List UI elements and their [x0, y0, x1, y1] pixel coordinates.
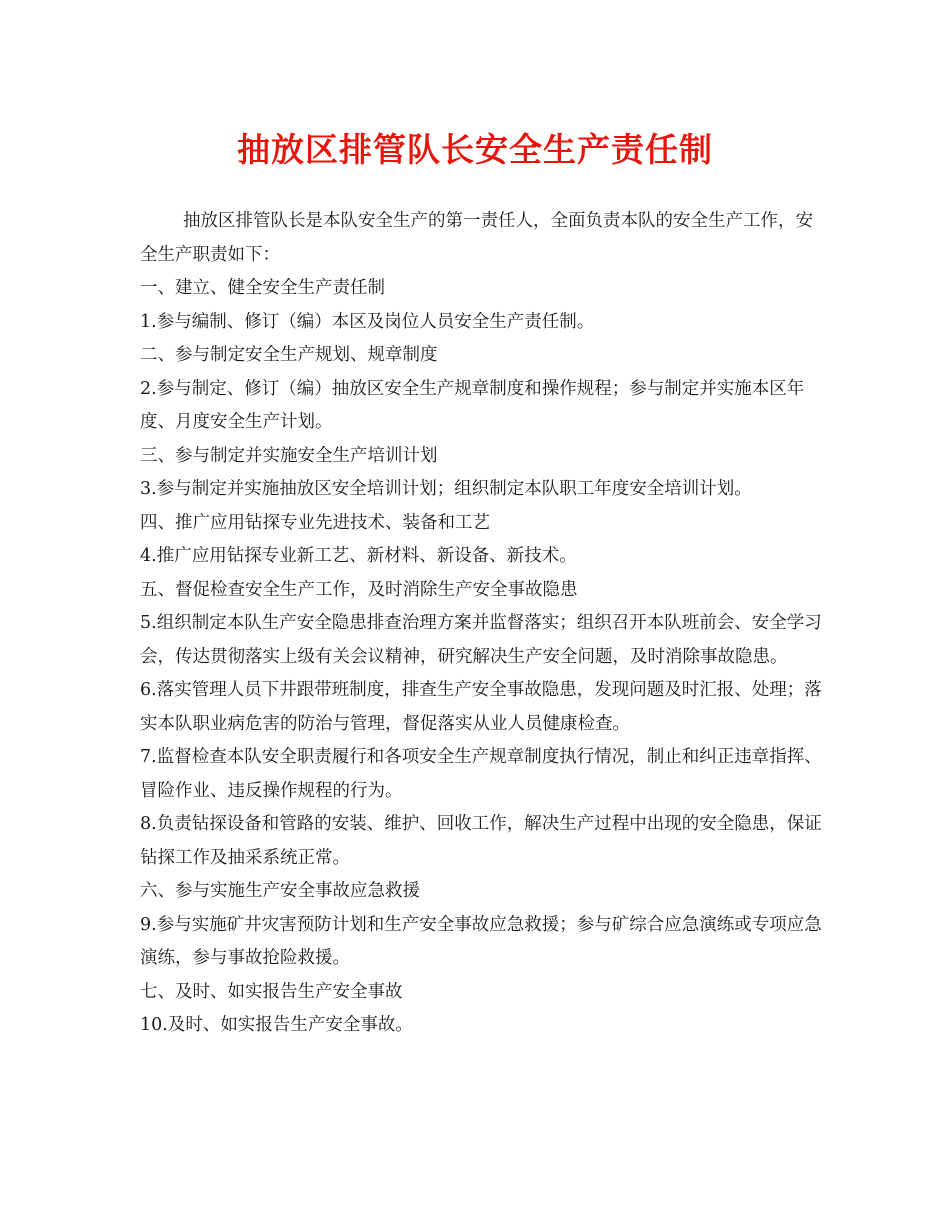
clause-8: 8.负责钻探设备和管路的安装、维护、回收工作，解决生产过程中出现的安全隐患，保证钻探工作及抽采系统正常。 — [140, 814, 822, 868]
section-heading-6: 六、参与实施生产安全事故应急救援 — [140, 881, 420, 901]
section-heading-5: 五、督促检查安全生产工作，及时消除生产安全事故隐患 — [140, 579, 578, 600]
section-heading-3: 三、参与制定并实施安全生产培训计划 — [140, 445, 438, 466]
clause-9: 9.参与实施矿井灾害预防计划和生产安全事故应急救援；参与矿综合应急演练或专项应急演练，参与事故抢险救援。 — [140, 914, 822, 968]
clause-5: 5.组织制定本队生产安全隐患排查治理方案并监督落实；组织召开本队班前会、安全学习会，传达贯彻落实上级有关会议精神，研究解决生产安全问题，及时消除事故隐患。 — [140, 613, 822, 667]
section-heading-7: 七、及时、如实报告生产安全事故 — [140, 981, 403, 1002]
clause-4: 4.推广应用钻探专业新工艺、新材料、新设备、新技术。 — [140, 546, 577, 566]
document-body — [140, 205, 830, 1043]
section-heading-1: 一、建立、健全安全生产责任制 — [140, 278, 385, 298]
intro-paragraph: 抽放区排管队长是本队安全生产的第一责任人，全面负责本队的安全生产工作，安全生产职责如下： — [140, 211, 813, 265]
clause-1: 1.参与编制、修订（编）本区及岗位人员安全生产责任制。 — [140, 311, 595, 332]
clause-2: 2.参与制定、修订（编）抽放区安全生产规章制度和操作规程；参与制定并实施本区年度、月度安全生产计划。 — [140, 378, 805, 432]
clause-10: 10.及时、如实报告生产安全事故。 — [140, 1015, 413, 1035]
clause-7: 7.监督检查本队安全职责履行和各项安全生产规章制度执行情况，制止和纠正违章指挥、冒险作业、违反操作规程的行为。 — [140, 747, 822, 801]
section-heading-4: 四、推广应用钻探专业先进技术、装备和工艺 — [140, 512, 490, 533]
clause-6: 6.落实管理人员下井跟带班制度，排查生产安全事故隐患，发现问题及时汇报、处理；落实本队职业病危害的防治与管理，督促落实从业人员健康检查。 — [140, 680, 822, 734]
document-title: 抽放区排管队长安全生产责任制 — [237, 130, 713, 169]
section-heading-2: 二、参与制定安全生产规划、规章制度 — [140, 345, 438, 365]
clause-3: 3.参与制定并实施抽放区安全培训计划；组织制定本队职工年度安全培训计划。 — [140, 479, 752, 499]
